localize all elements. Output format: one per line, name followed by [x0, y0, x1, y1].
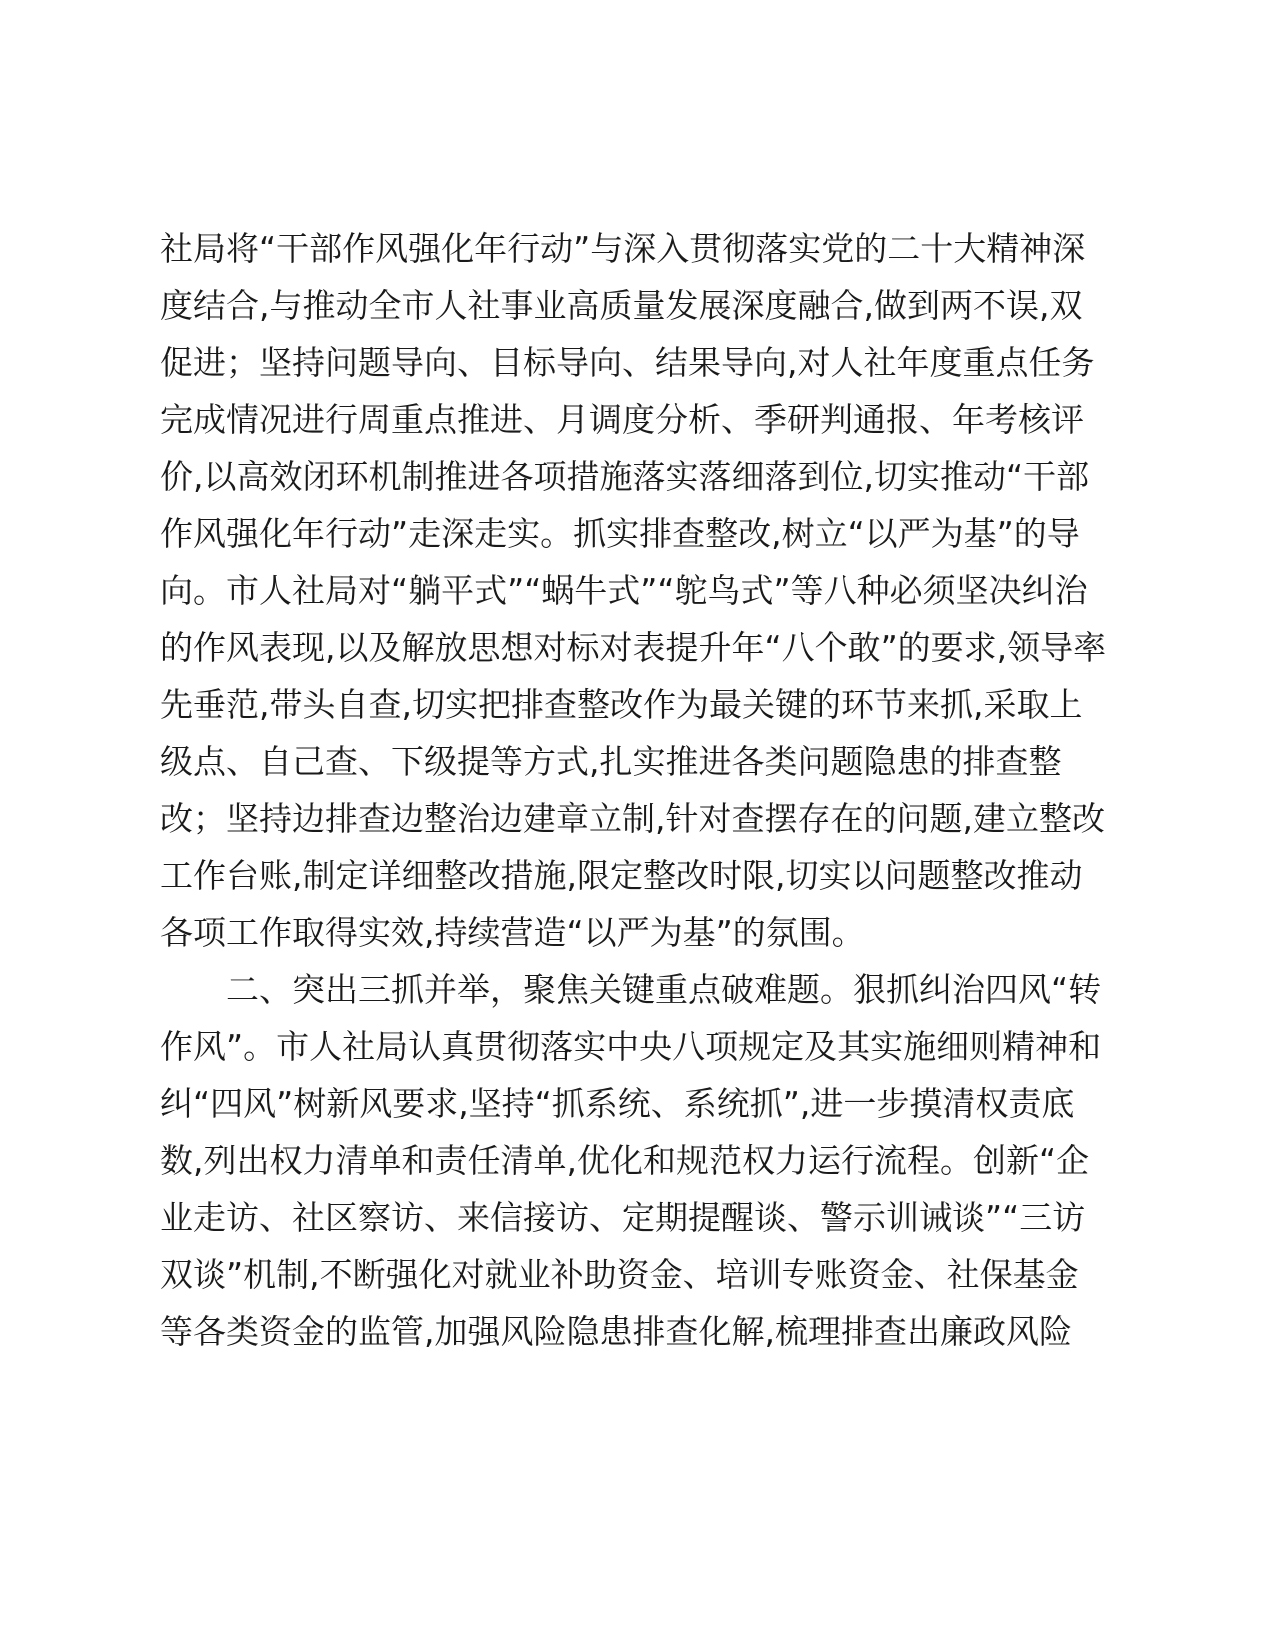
body-text	[160, 220, 1120, 1360]
text-line: 促进；坚持问题导向、目标导向、结果导向,对人社年度重点任务	[160, 343, 1095, 382]
text-line: 改；坚持边排查边整治边建章立制,针对查摆存在的问题,建立整改	[160, 799, 1105, 838]
text-line: 数,列出权力清单和责任清单,优化和规范权力运行流程。创新“企	[160, 1141, 1090, 1180]
text-line: 级点、自己查、下级提等方式,扎实推进各类问题隐患的排查整	[160, 742, 1062, 781]
text-line: 作风”。市人社局认真贯彻落实中央八项规定及其实施细则精神和	[160, 1027, 1102, 1066]
text-line: 先垂范,带头自查,切实把排查整改作为最关键的环节来抓,采取上	[160, 685, 1083, 724]
text-line: 价,以高效闭环机制推进各项措施落实落细落到位,切实推动“干部	[160, 457, 1090, 496]
text-line: 工作台账,制定详细整改措施,限定整改时限,切实以问题整改推动	[160, 856, 1083, 895]
text-line: 社局将“干部作风强化年行动”与深入贯彻落实党的二十大精神深	[160, 229, 1086, 268]
section-heading-line: 二、突出三抓并举，聚焦关键重点破难题。狠抓纠治四风“转	[226, 970, 1102, 1009]
text-line: 双谈”机制,不断强化对就业补助资金、培训专账资金、社保基金	[160, 1255, 1079, 1294]
text-line: 的作风表现,以及解放思想对标对表提升年“八个敢”的要求,领导率	[160, 628, 1107, 667]
text-line: 等各类资金的监管,加强风险隐患排查化解,梳理排查出廉政风险	[160, 1312, 1072, 1351]
text-line: 纠“四风”树新风要求,坚持“抓系统、系统抓”,进一步摸清权责底	[160, 1084, 1075, 1123]
text-line: 完成情况进行周重点推进、月调度分析、季研判通报、年考核评	[160, 400, 1084, 439]
text-line: 度结合,与推动全市人社事业高质量发展深度融合,做到两不误,双	[160, 286, 1083, 325]
text-line: 各项工作取得实效,持续营造“以严为基”的氛围。	[160, 913, 865, 952]
text-line: 作风强化年行动”走深走实。抓实排查整改,树立“以严为基”的导	[160, 514, 1080, 553]
text-line: 向。市人社局对“躺平式”“蜗牛式”“鸵鸟式”等八种必须坚决纠治	[160, 571, 1088, 610]
text-line: 业走访、社区察访、来信接访、定期提醒谈、警示训诫谈”“三访	[160, 1198, 1086, 1237]
